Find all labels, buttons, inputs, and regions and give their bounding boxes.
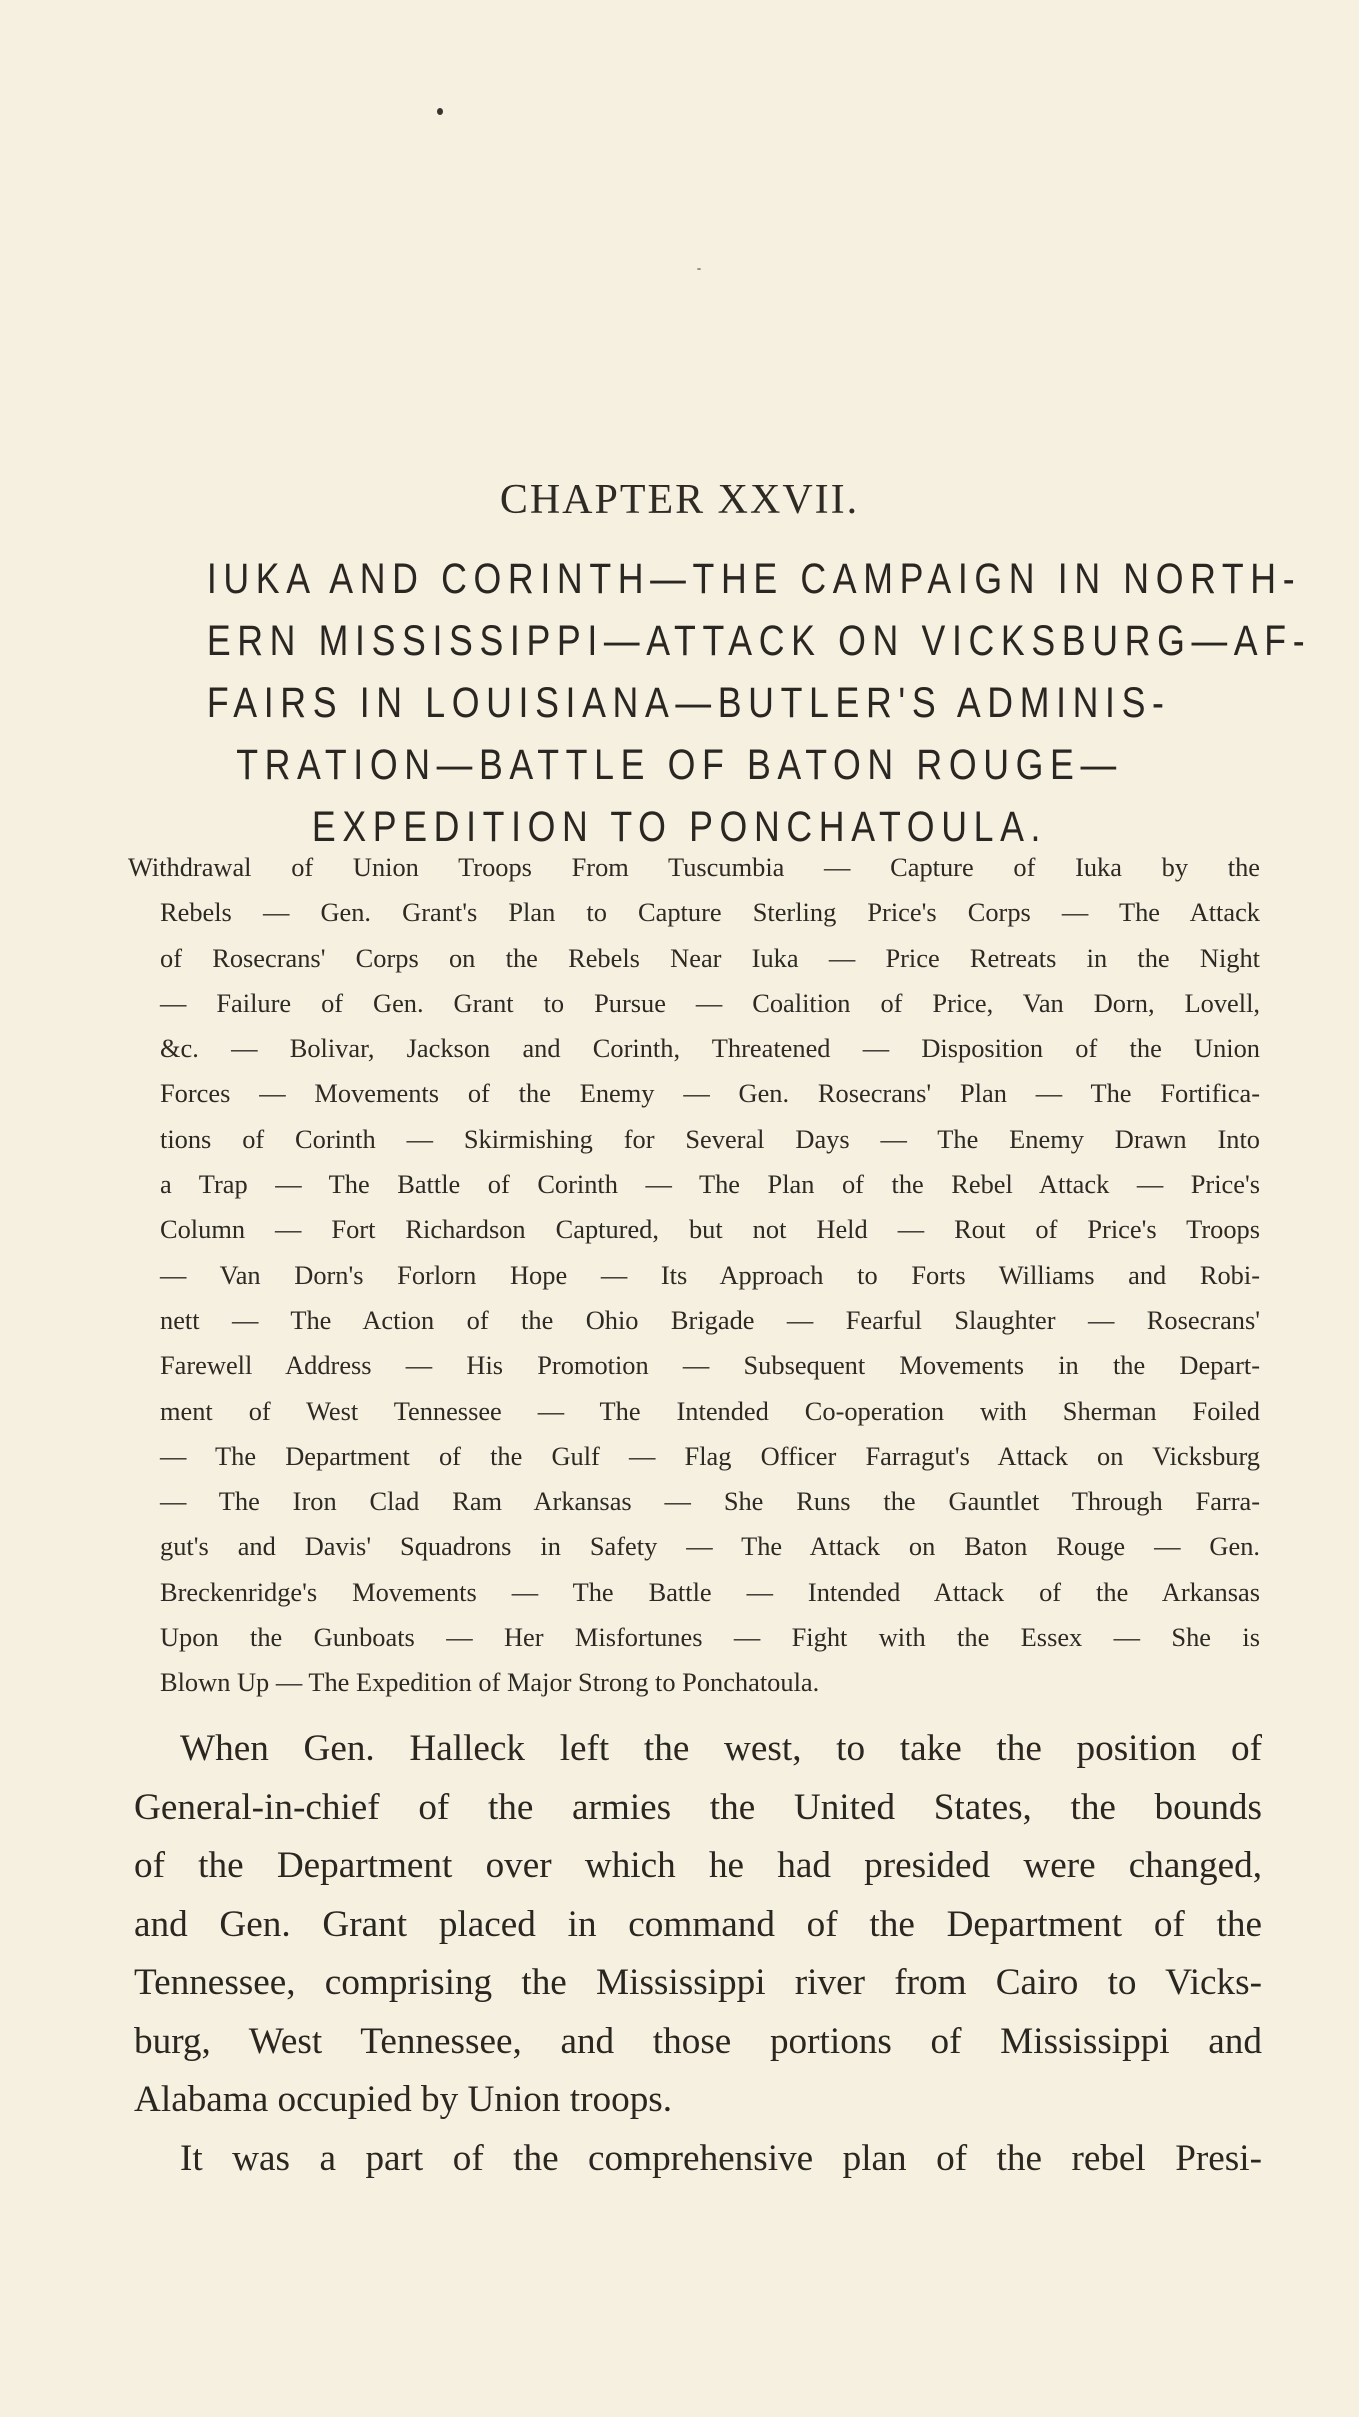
synopsis-line: ment of West Tennessee — The Intended Co-operation with Sherman Foiled (160, 1395, 1260, 1426)
synopsis-line: a Trap — The Battle of Corinth — The Plan of the Rebel Attack — Price's (160, 1169, 1260, 1200)
synopsis-line: Breckenridge's Movements — The Battle — Intended Attack of the Arkansas (160, 1576, 1260, 1607)
body-line: burg, West Tennessee, and those portions of Mississippi and (134, 2020, 1262, 2062)
synopsis-line: tions of Corinth — Skirmishing for Several Days — The Enemy Drawn Into (160, 1123, 1260, 1154)
chapter-title-line: EXPEDITION TO PONCHATOULA. (311, 803, 1048, 851)
body-line: When Gen. Halleck left the west, to take the position of (180, 1728, 1262, 1769)
body-text (134, 1720, 1262, 2188)
chapter-number: CHAPTER XXVII. (499, 477, 860, 523)
ink-speck (437, 108, 443, 115)
chapter-synopsis (128, 845, 1260, 1706)
synopsis-line: &c. — Bolivar, Jackson and Corinth, Threatened — Disposition of the Union (160, 1033, 1260, 1064)
body-line: General-in-chief of the armies the United States, the bounds (134, 1786, 1262, 1828)
chapter-title-line: IUKA AND CORINTH—THE CAMPAIGN IN NORTH- (206, 555, 1302, 603)
synopsis-line: Rebels — Gen. Grant's Plan to Capture Sterling Price's Corps — The Attack (160, 897, 1260, 928)
synopsis-line: nett — The Action of the Ohio Brigade — Fearful Slaughter — Rosecrans' (160, 1304, 1260, 1335)
synopsis-line: gut's and Davis' Squadrons in Safety — The Attack on Baton Rouge — Gen. (160, 1531, 1260, 1562)
chapter-title-line: FAIRS IN LOUISIANA—BUTLER'S ADMINIS- (206, 679, 1171, 727)
synopsis-line: Forces — Movements of the Enemy — Gen. Rosecrans' Plan — The Fortifica- (160, 1078, 1260, 1109)
synopsis-line: — Van Dorn's Forlorn Hope — Its Approach to Forts Williams and Robi- (160, 1259, 1260, 1290)
body-line: of the Department over which he had presided were changed, (134, 1845, 1262, 1886)
ink-speck (697, 268, 701, 270)
synopsis-line: of Rosecrans' Corps on the Rebels Near Iuka — Price Retreats in the Night (160, 942, 1260, 973)
body-line: Tennessee, comprising the Mississippi river from Cairo to Vicks- (134, 1962, 1262, 2003)
body-line: It was a part of the comprehensive plan of the rebel Presi- (180, 2137, 1262, 2179)
synopsis-line: Withdrawal of Union Troops From Tuscumbia — Capture of Iuka by the (128, 852, 1260, 882)
synopsis-line: Blown Up — The Expedition of Major Strong to Ponchatoula. (160, 1667, 820, 1698)
chapter-title (110, 548, 1312, 858)
body-line: Alabama occupied by Union troops. (134, 2079, 673, 2120)
synopsis-line: — The Department of the Gulf — Flag Officer Farragut's Attack on Vicksburg (160, 1440, 1260, 1471)
synopsis-line: — The Iron Clad Ram Arkansas — She Runs the Gauntlet Through Farra- (160, 1486, 1260, 1517)
synopsis-line: Farewell Address — His Promotion — Subsequent Movements in the Depart- (160, 1350, 1260, 1381)
synopsis-line: Upon the Gunboats — Her Misfortunes — Fight with the Essex — She is (160, 1622, 1260, 1653)
synopsis-line: Column — Fort Richardson Captured, but not Held — Rout of Price's Troops (160, 1214, 1260, 1245)
chapter-title-line: TRATION—BATTLE OF BATON ROUGE— (236, 741, 1123, 789)
synopsis-line: — Failure of Gen. Grant to Pursue — Coalition of Price, Van Dorn, Lovell, (160, 987, 1260, 1018)
chapter-title-line: ERN MISSISSIPPI—ATTACK ON VICKSBURG—AF- (206, 617, 1312, 665)
body-line: and Gen. Grant placed in command of the Department of the (134, 1903, 1262, 1945)
